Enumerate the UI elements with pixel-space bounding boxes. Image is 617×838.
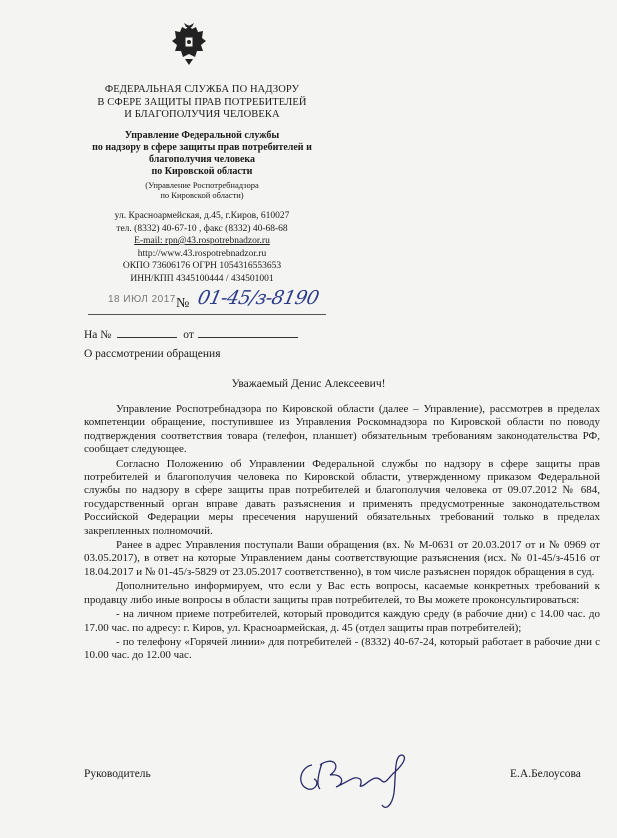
greeting: Уважаемый Денис Алексеевич! bbox=[231, 378, 386, 390]
contact-block bbox=[78, 210, 326, 285]
registration-date-stamp: 18 ИЮЛ 2017 bbox=[108, 294, 176, 305]
address: ул. Красноармейская, д.45, г.Киров, 610027 bbox=[114, 211, 290, 221]
website-link[interactable]: http://www.43.rospotrebnadzor.ru bbox=[137, 248, 267, 259]
registration-underline bbox=[88, 314, 326, 315]
reference-number-blank bbox=[117, 327, 177, 338]
reference-ot-label: от bbox=[183, 329, 194, 341]
inn-kpp: ИНН/КПП 4345100444 / 434501001 bbox=[130, 273, 274, 284]
org-department-name: Управление Федеральной службы по надзору в сфере защиты прав потребителей и благополучия человека по Кировской области bbox=[92, 130, 312, 177]
body-paragraph: Управление Роспотребнадзора по Кировской области (далее – Управление), рассмотрев в пределах компетенции обращение, поступившее из Управления Роскомнадзора по Кировской области по поводу подтверждения соответствия товара (телефон, планшет) обязательным требованиям законодательства РФ, сообщает следующее. bbox=[84, 403, 600, 456]
body-paragraph: - по телефону «Горячей линии» для потребителей - (8332) 40-67-24, который работает в рабочие дни с 10.00 час. до 12.00 час. bbox=[84, 635, 600, 662]
signatory-name: Е.А.Белоусова bbox=[510, 768, 581, 780]
registration-number-label: № bbox=[176, 296, 190, 311]
coat-of-arms-emblem-icon bbox=[170, 22, 208, 66]
email-link[interactable]: E-mail: rpn@43.rospotrebnadzor.ru bbox=[134, 236, 270, 246]
signatory-title: Руководитель bbox=[84, 768, 151, 780]
org-main-name: ФЕДЕРАЛЬНАЯ СЛУЖБА ПО НАДЗОРУ В СФЕРЕ ЗАЩИТЫ ПРАВ ПОТРЕБИТЕЛЕЙ И БЛАГОПОЛУЧИЯ ЧЕЛОВЕКА bbox=[97, 84, 307, 120]
body-paragraph: Согласно Положению об Управлении Федеральной службы по надзору в сфере защиты прав потребителей и благополучия человека по Кировской области, утвержденному приказом Федеральной службы по надзору в сфере защиты прав потребителей и благополучия человека от 09.07.2012 № 684, государственный орган вправе давать разъяснения и применять предусмотренные законодательством Российской Федерации меры пресечения нарушений обязательных требований только в пределах закрепленных полномочий. bbox=[84, 457, 600, 537]
handwritten-signature-icon bbox=[290, 745, 430, 815]
body-paragraph: Ранее в адрес Управления поступали Ваши обращения (вх. № М-0631 от 20.03.2017 от и № 0969 от 03.05.2017), в ответ на которые Управлением даны соответствующие разъяснения (исх. № 01-45/з-4516 от 18.04.2017 и № 01-45/з-5829 от 23.05.2017 соответственно), в том числе разъяснен порядок обращения в суд. bbox=[84, 539, 600, 578]
reference-na-label: На № bbox=[84, 329, 112, 341]
letter-subject: О рассмотрении обращения bbox=[84, 348, 221, 360]
letter-body bbox=[84, 403, 600, 664]
org-short-name: (Управление Роспотребнадзора по Кировской области) bbox=[145, 180, 259, 200]
body-paragraph: - на личном приеме потребителей, который проводится каждую среду (в рабочие дни) с 14.00 час. до 17.00 час. по адресу: г. Киров, ул. Красноармейская, д. 45 (отдел защиты прав потребителей); bbox=[84, 608, 600, 634]
reference-line bbox=[84, 327, 298, 341]
reference-date-blank bbox=[198, 327, 298, 338]
phone-fax: тел. (8332) 40-67-10 , факс (8332) 40-68-68 bbox=[116, 223, 288, 234]
registration-number-handwritten: 01-45/з-8190 bbox=[195, 287, 321, 309]
body-paragraph: Дополнительно информируем, что если у Вас есть вопросы, касаемые конкретных требований к продавцу либо иные вопросы в области защиты прав потребителей, то Вы можете проконсультироваться: bbox=[84, 580, 600, 606]
okpo-ogrn: ОКПО 73606176 ОГРН 1054316553653 bbox=[122, 261, 282, 271]
